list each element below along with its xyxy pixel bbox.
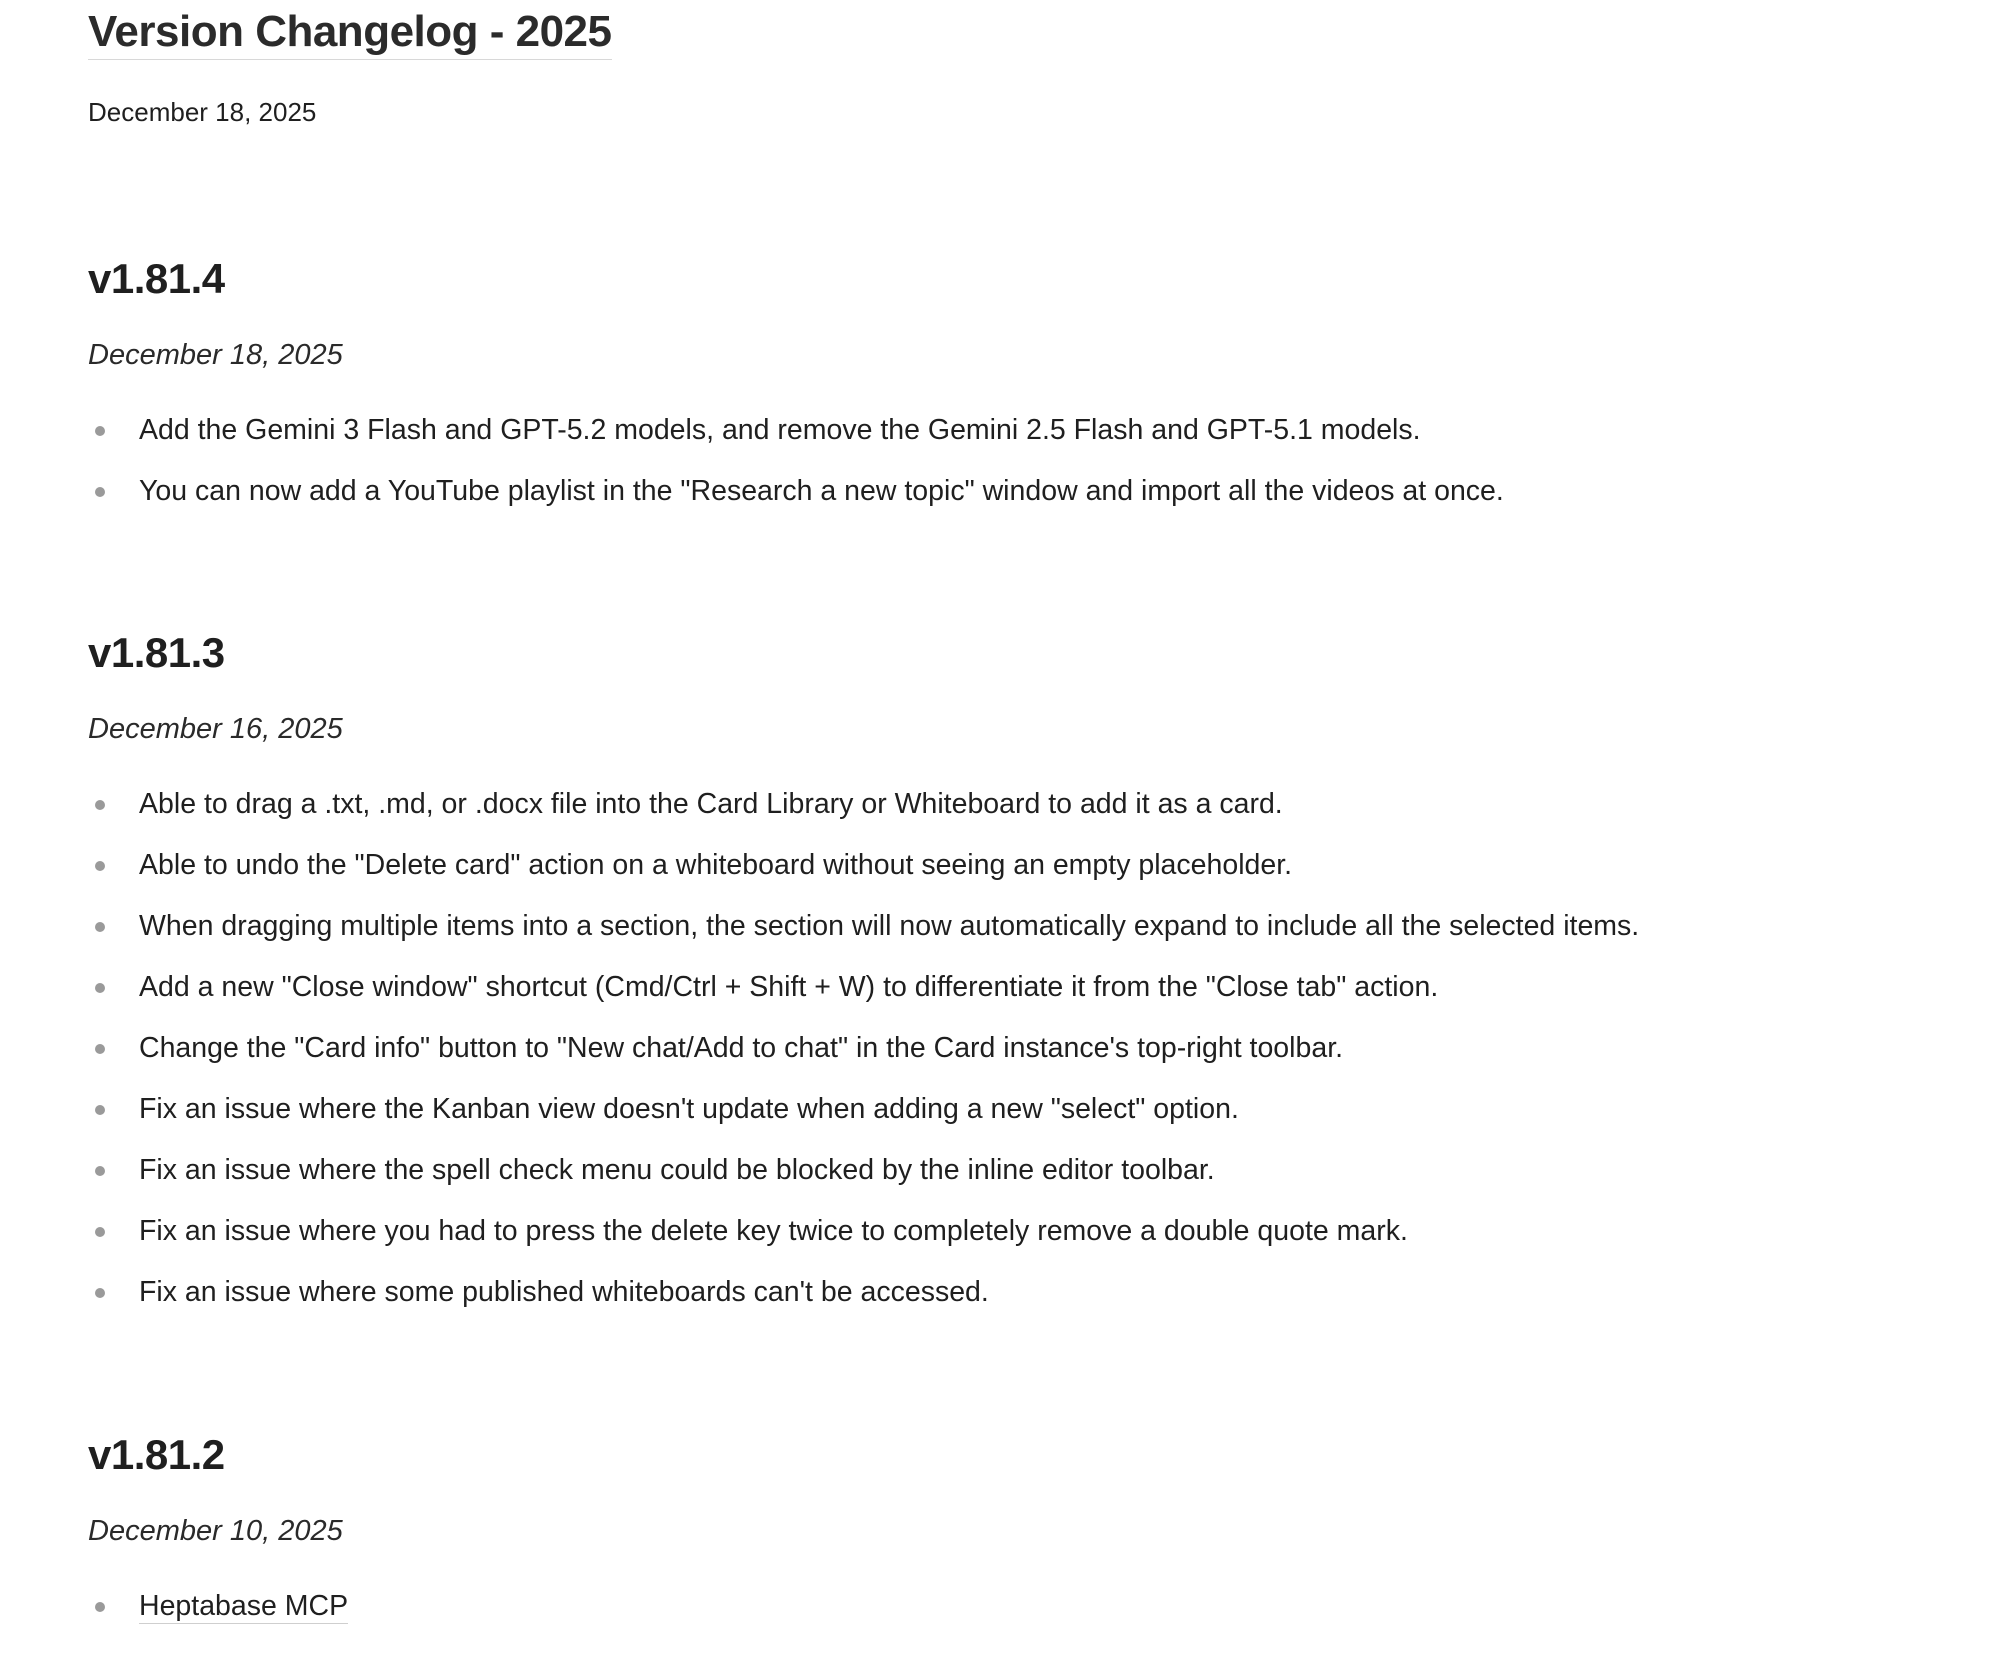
list-item — [88, 473, 1948, 509]
list-item-text: Able to drag a .txt, .md, or .docx file into the Card Library or Whiteboard to add it as a card. — [139, 788, 1283, 820]
list-item — [88, 1213, 1948, 1249]
list-item — [88, 1152, 1948, 1188]
release-v1-81-3 — [88, 628, 1948, 1335]
release-version-heading: v1.81.2 — [88, 1431, 225, 1478]
release-v1-81-2 — [88, 1430, 1948, 1649]
bullet-dot-icon — [95, 487, 105, 497]
release-date: December 16, 2025 — [88, 713, 343, 745]
bullet-dot-icon — [95, 1166, 105, 1176]
release-version-heading: v1.81.4 — [88, 255, 225, 302]
bullet-dot-icon — [95, 1288, 105, 1298]
bullet-dot-icon — [95, 1227, 105, 1237]
list-item-text: You can now add a YouTube playlist in the "Research a new topic" window and import all the videos at once. — [139, 475, 1504, 507]
list-item-text: Fix an issue where the Kanban view doesn't update when adding a new "select" option. — [139, 1093, 1239, 1125]
page-date: December 18, 2025 — [88, 97, 317, 127]
release-items-list — [88, 412, 1948, 509]
list-item — [88, 908, 1948, 944]
list-item-text: Fix an issue where you had to press the delete key twice to completely remove a double quote mark. — [139, 1215, 1408, 1247]
release-version-heading: v1.81.3 — [88, 629, 225, 676]
bullet-dot-icon — [95, 983, 105, 993]
list-item — [88, 1274, 1948, 1310]
list-item-text: Fix an issue where the spell check menu could be blocked by the inline editor toolbar. — [139, 1154, 1215, 1186]
bullet-dot-icon — [95, 800, 105, 810]
bullet-dot-icon — [95, 1602, 105, 1612]
list-item — [88, 847, 1948, 883]
list-item-text: Add a new "Close window" shortcut (Cmd/Ctrl + Shift + W) to differentiate it from the "Close tab" action. — [139, 971, 1439, 1003]
release-date: December 10, 2025 — [88, 1515, 343, 1547]
list-item — [88, 412, 1948, 448]
list-item — [88, 1030, 1948, 1066]
page-title-link[interactable]: Version Changelog - 2025 — [88, 6, 612, 60]
list-item-text: Able to undo the "Delete card" action on a whiteboard without seeing an empty placeholder. — [139, 849, 1293, 881]
bullet-dot-icon — [95, 1044, 105, 1054]
bullet-dot-icon — [95, 1105, 105, 1115]
bullet-dot-icon — [95, 426, 105, 436]
heptabase-mcp-link[interactable]: Heptabase MCP — [139, 1590, 349, 1622]
release-items-list — [88, 1588, 1948, 1624]
release-items-list — [88, 786, 1948, 1310]
bullet-dot-icon — [95, 861, 105, 871]
list-item — [88, 969, 1948, 1005]
list-item-text: When dragging multiple items into a section, the section will now automatically expand to include all the selected items. — [139, 910, 1640, 942]
list-item — [88, 1588, 1948, 1624]
list-item-text: Add the Gemini 3 Flash and GPT-5.2 models, and remove the Gemini 2.5 Flash and GPT-5.1 models. — [139, 414, 1421, 446]
list-item-text: Fix an issue where some published whiteboards can't be accessed. — [139, 1276, 989, 1308]
list-item — [88, 786, 1948, 822]
bullet-dot-icon — [95, 922, 105, 932]
release-date: December 18, 2025 — [88, 339, 343, 371]
list-item — [88, 1091, 1948, 1127]
changelog-page — [88, 0, 1948, 1622]
list-item-text: Change the "Card info" button to "New chat/Add to chat" in the Card instance's top-right toolbar. — [139, 1032, 1344, 1064]
release-v1-81-4 — [88, 254, 1948, 534]
